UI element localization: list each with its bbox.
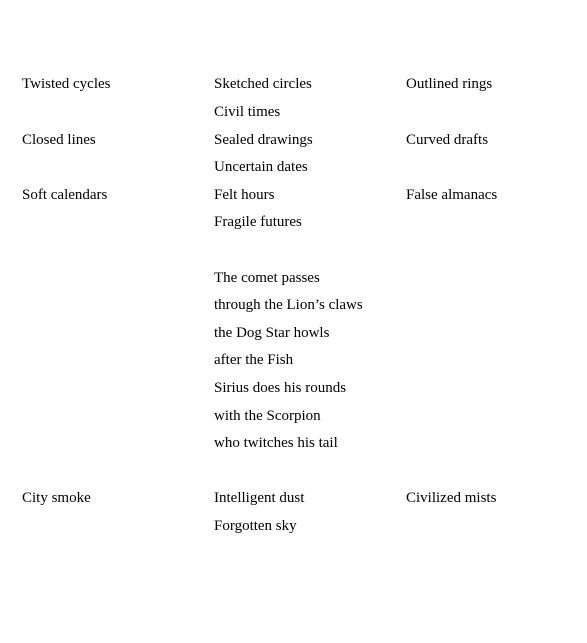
stanza3-row1-right: Civilized mists bbox=[406, 490, 497, 506]
stanza2-line: through the Lion’s claws bbox=[214, 297, 363, 313]
stanza3-row1-left: City smoke bbox=[22, 490, 91, 506]
stanza1-row1-center: Sketched circles bbox=[214, 76, 312, 92]
stanza1-row2-left: Closed lines bbox=[22, 132, 96, 148]
stanza3-row1-center: Intelligent dust bbox=[214, 490, 305, 506]
stanza1-row3-center: Felt hours bbox=[214, 187, 275, 203]
stanza1-row2-sub: Uncertain dates bbox=[214, 159, 308, 175]
stanza1-row1-left: Twisted cycles bbox=[22, 76, 111, 92]
stanza1-row1-sub: Civil times bbox=[214, 104, 281, 120]
stanza1-row2-right: Curved drafts bbox=[406, 132, 489, 148]
stanza2-line: the Dog Star howls bbox=[214, 325, 330, 341]
stanza2-line: after the Fish bbox=[214, 352, 294, 368]
stanza2-line: who twitches his tail bbox=[214, 435, 338, 451]
stanza1-row1-right: Outlined rings bbox=[406, 76, 493, 92]
stanza2-line: Sirius does his rounds bbox=[214, 380, 347, 396]
stanza1-row2-center: Sealed drawings bbox=[214, 132, 313, 148]
stanza2-line: The comet passes bbox=[214, 270, 320, 286]
stanza3-row1-sub: Forgotten sky bbox=[214, 518, 297, 534]
stanza1-row3-left: Soft calendars bbox=[22, 187, 108, 203]
stanza1-row3-right: False almanacs bbox=[406, 187, 498, 203]
stanza1-row3-sub: Fragile futures bbox=[214, 214, 302, 230]
stanza2-line: with the Scorpion bbox=[214, 408, 321, 424]
